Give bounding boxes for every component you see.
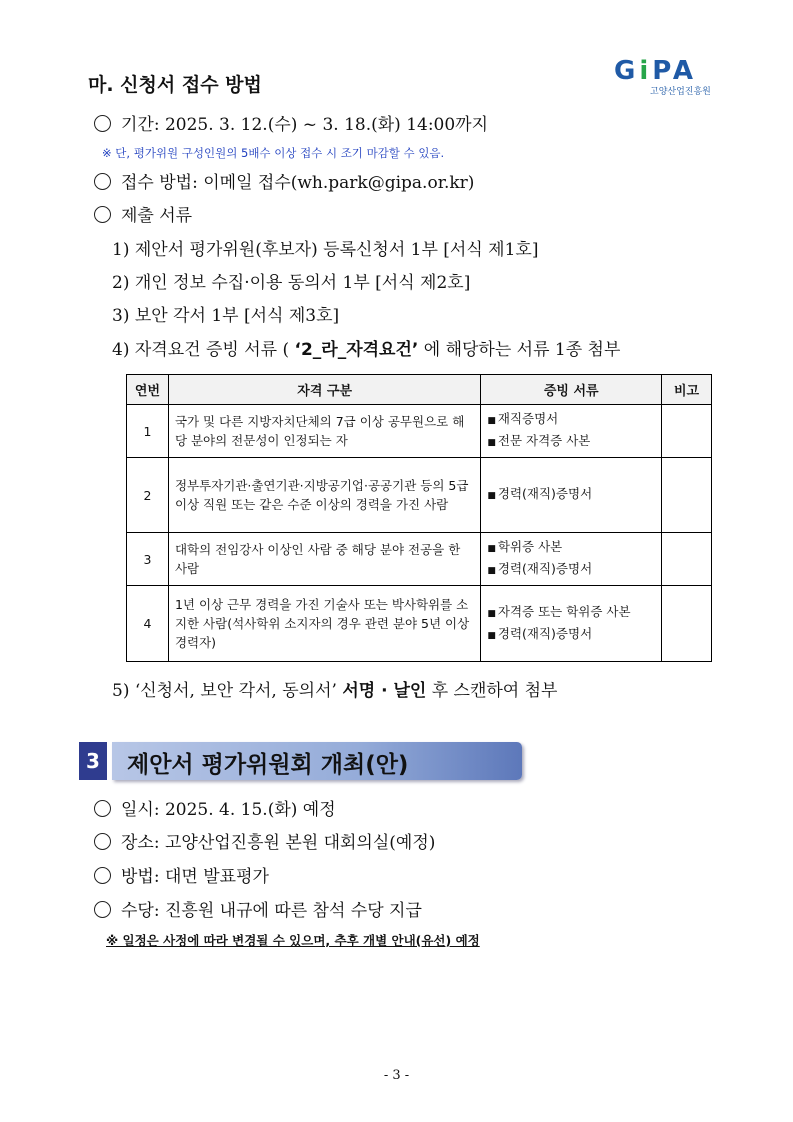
circle-bullet-icon bbox=[94, 901, 111, 918]
doc-item-5-highlight: 서명 · 날인 bbox=[342, 681, 427, 701]
doc-item-3: 3) 보안 각서 1부 [서식 제3호] bbox=[112, 306, 340, 326]
row-note bbox=[662, 586, 712, 662]
doc-item-1: 1) 제안서 평가위원(후보자) 등록신청서 1부 [서식 제1호] bbox=[112, 240, 539, 260]
table-row bbox=[127, 533, 712, 586]
row-qualification: 1년 이상 근무 경력을 가진 기술사 또는 박사학위를 소지한 사람(석사학위 소지자의 경우 관련 분야 5년 이상 경력자) bbox=[168, 586, 480, 662]
logo-mark: GiPA bbox=[614, 56, 698, 86]
row-note bbox=[662, 458, 712, 533]
row-qualification: 대학의 전임강사 이상인 사람 중 해당 분야 전공을 한 사람 bbox=[168, 533, 480, 586]
row-no: 1 bbox=[127, 405, 169, 458]
method-item: 접수 방법: 이메일 접수(wh.park@gipa.or.kr) bbox=[94, 168, 474, 193]
table-row bbox=[127, 458, 712, 533]
row-qualification: 정부투자기관·출연기관·지방공기업·공공기관 등의 5급 이상 직원 또는 같은 수준 이상의 경력을 가진 사람 bbox=[168, 458, 480, 533]
schedule-allowance-item: 수당: 진흥원 내규에 따른 참석 수당 지급 bbox=[94, 896, 422, 921]
section-number-badge: 3 bbox=[79, 742, 107, 780]
table-header-row bbox=[127, 375, 712, 405]
doc-item-4-highlight: ‘2_라_자격요건’ bbox=[294, 340, 419, 360]
table-row bbox=[127, 586, 712, 662]
header-note: 비고 bbox=[662, 375, 712, 405]
schedule-note: ※ 일정은 사정에 따라 변경될 수 있으며, 추후 개별 안내(유선) 예정 bbox=[106, 933, 480, 948]
period-note: ※ 단, 평가위원 구성인원의 5배수 이상 접수 시 조기 마감할 수 있음. bbox=[102, 146, 445, 160]
circle-bullet-icon bbox=[94, 173, 111, 190]
row-qualification: 국가 및 다른 지방자치단체의 7급 이상 공무원으로 해당 분야의 전문성이 인정되는 자 bbox=[168, 405, 480, 458]
row-no: 4 bbox=[127, 586, 169, 662]
header-no: 연번 bbox=[127, 375, 169, 405]
doc-item-4: 4) 자격요건 증빙 서류 ( ‘2_라_자격요건’ 에 해당하는 서류 1종 첨부 bbox=[112, 340, 621, 360]
row-note bbox=[662, 533, 712, 586]
circle-bullet-icon bbox=[94, 206, 111, 223]
doc-item-2: 2) 개인 정보 수집·이용 동의서 1부 [서식 제2호] bbox=[112, 273, 471, 293]
row-evidence: ■ 자격증 또는 학위증 사본 ■ 경력(재직)증명서 bbox=[481, 586, 662, 662]
qualification-table bbox=[126, 374, 712, 662]
header-qualification: 자격 구분 bbox=[168, 375, 480, 405]
section-title: 제안서 평가위원회 개최(안) bbox=[127, 752, 409, 778]
row-no: 2 bbox=[127, 458, 169, 533]
logo-subtitle: 고양산업진흥원 bbox=[650, 87, 711, 97]
header-evidence: 증빙 서류 bbox=[481, 375, 662, 405]
table-row bbox=[127, 405, 712, 458]
row-evidence: ■ 재직증명서 ■ 전문 자격증 사본 bbox=[481, 405, 662, 458]
circle-bullet-icon bbox=[94, 833, 111, 850]
row-evidence: ■ 경력(재직)증명서 bbox=[481, 458, 662, 533]
section-heading-ma: 마. 신청서 접수 방법 bbox=[88, 74, 262, 96]
row-note bbox=[662, 405, 712, 458]
circle-bullet-icon bbox=[94, 115, 111, 132]
docs-label-item: 제출 서류 bbox=[94, 201, 192, 226]
circle-bullet-icon bbox=[94, 867, 111, 884]
schedule-place-item: 장소: 고양산업진흥원 본원 대회의실(예정) bbox=[94, 828, 435, 853]
gipa-logo bbox=[614, 58, 724, 98]
circle-bullet-icon bbox=[94, 800, 111, 817]
page-number: - 3 - bbox=[383, 1068, 410, 1083]
row-evidence: ■ 학위증 사본 ■ 경력(재직)증명서 bbox=[481, 533, 662, 586]
period-item: 기간: 2025. 3. 12.(수) ~ 3. 18.(화) 14:00까지 bbox=[94, 110, 488, 135]
doc-item-5: 5) ‘신청서, 보안 각서, 동의서’ 서명 · 날인 후 스캔하여 첨부 bbox=[112, 681, 558, 701]
schedule-method-item: 방법: 대면 발표평가 bbox=[94, 862, 269, 887]
schedule-date-item: 일시: 2025. 4. 15.(화) 예정 bbox=[94, 795, 336, 820]
row-no: 3 bbox=[127, 533, 169, 586]
